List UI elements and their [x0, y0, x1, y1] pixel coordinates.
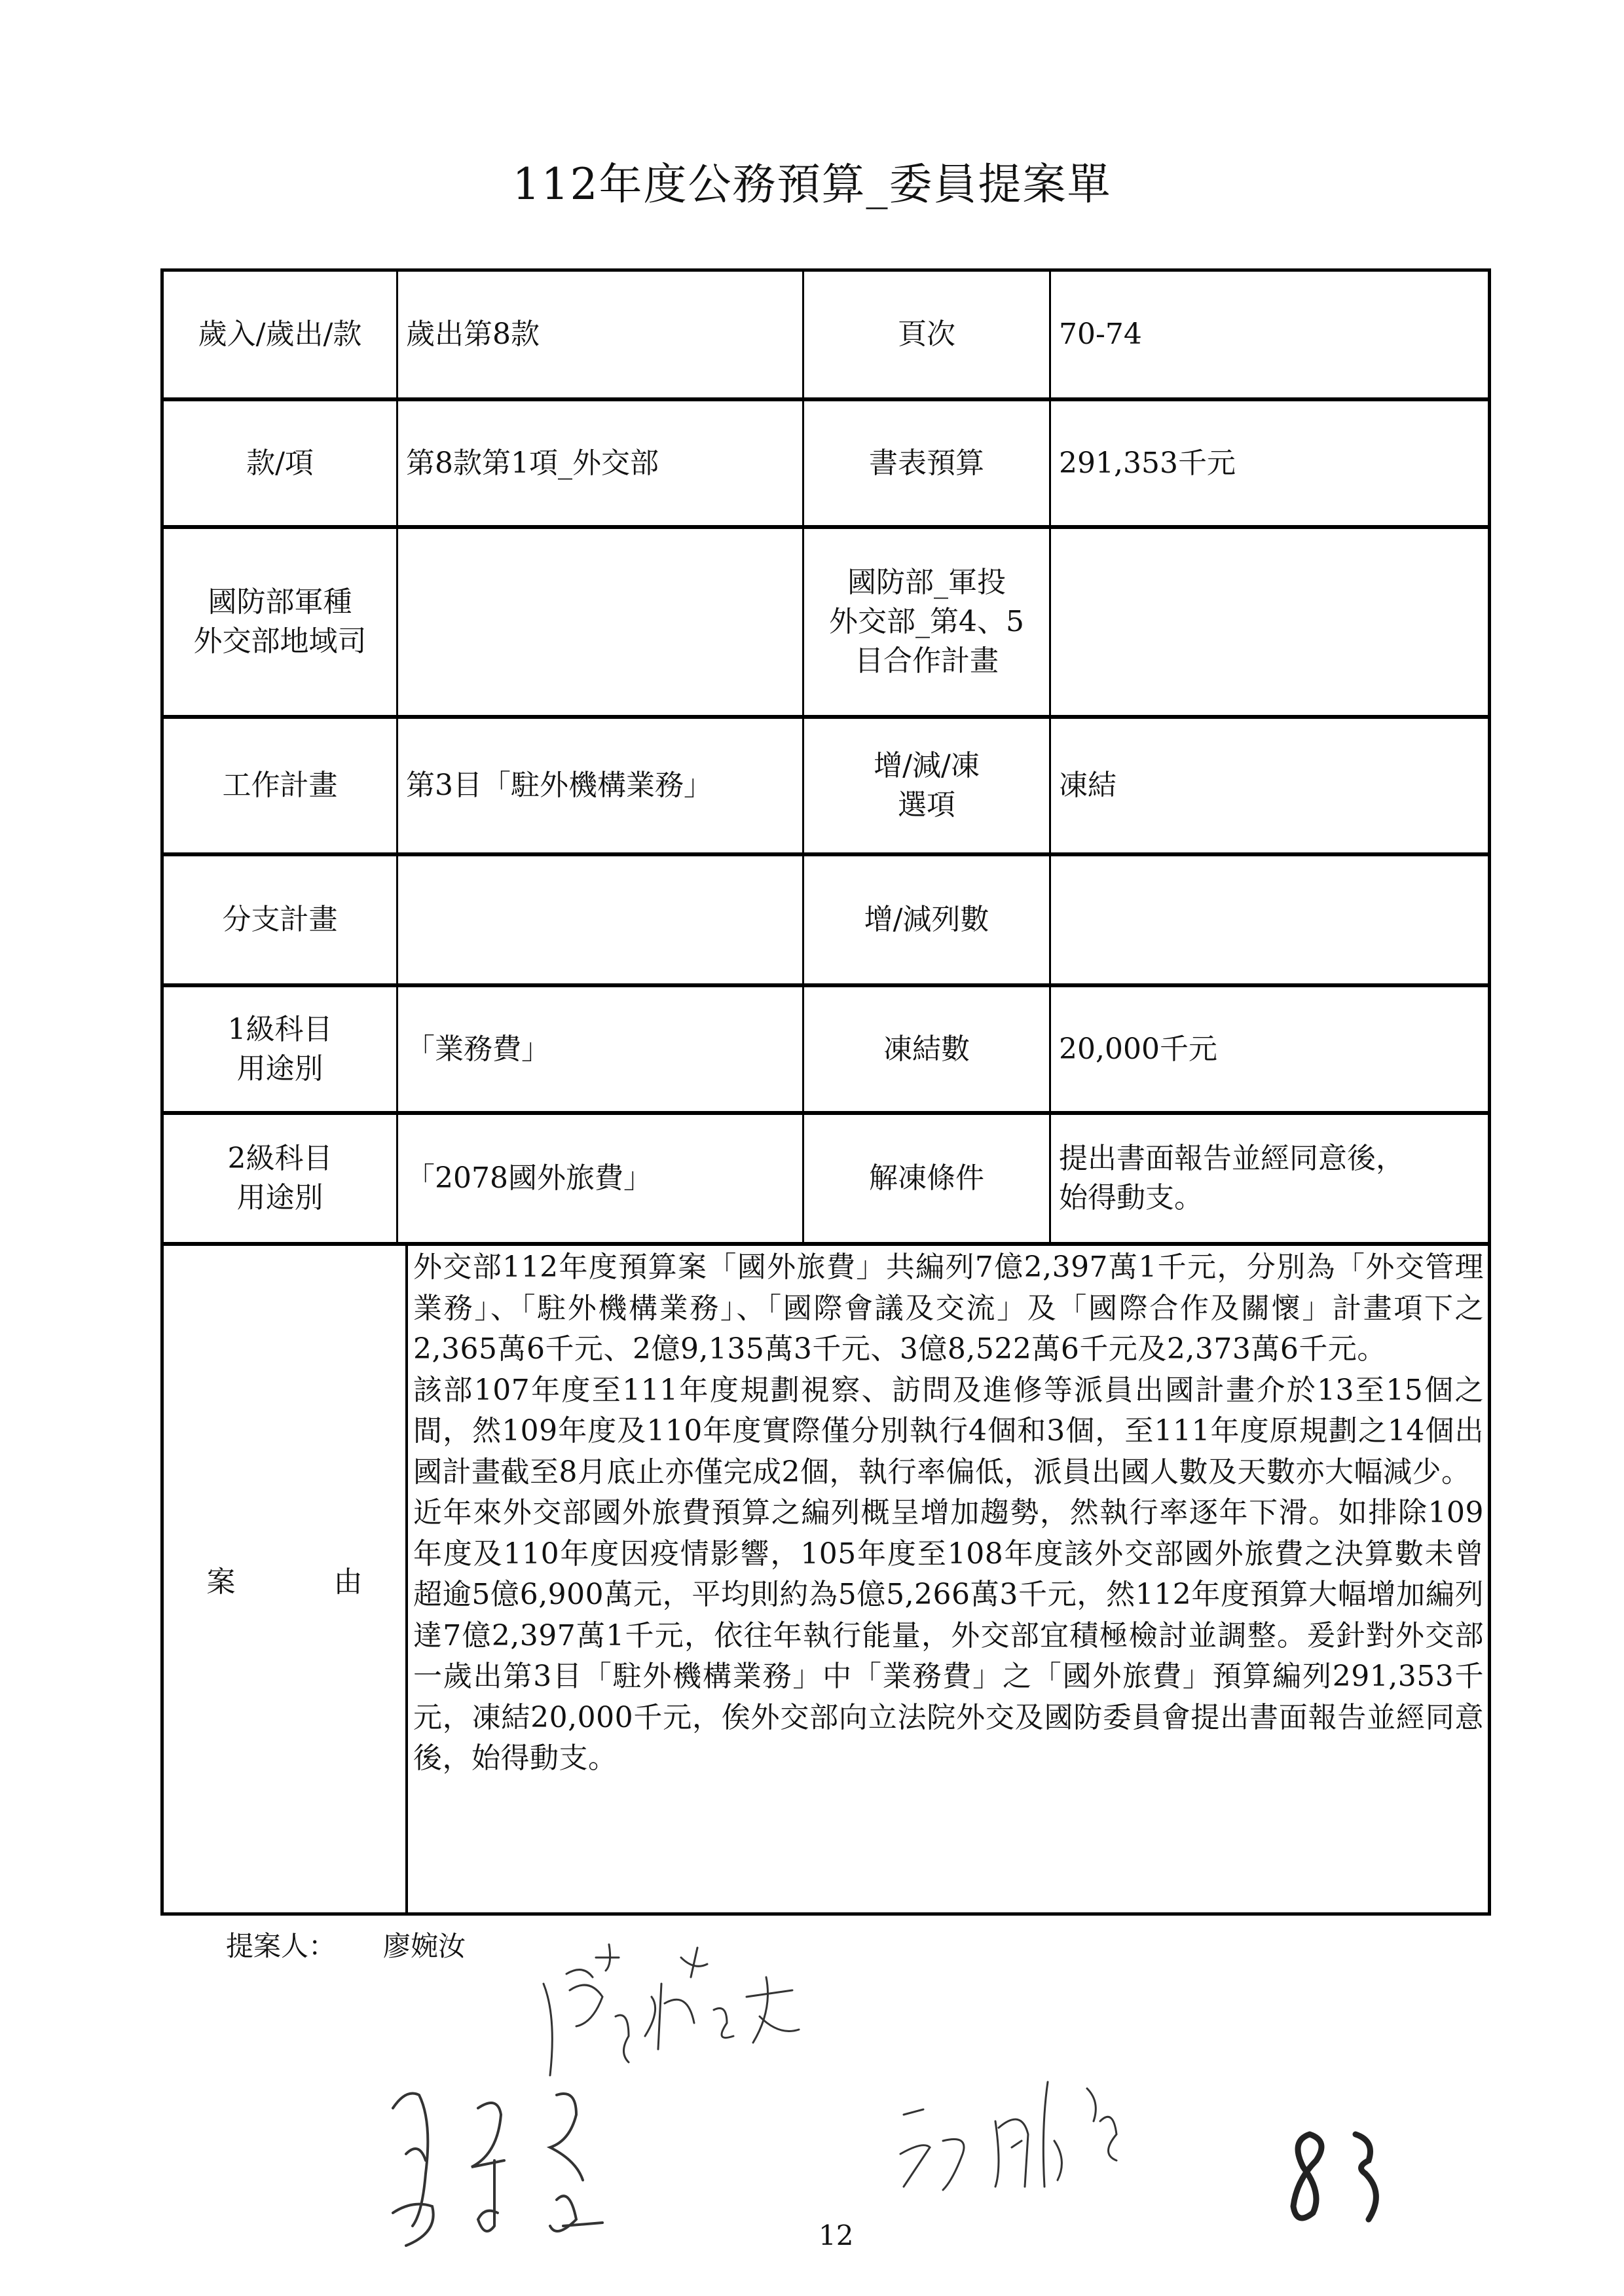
label-item: 款/項 — [164, 401, 398, 525]
handwritten-number — [1277, 2121, 1421, 2232]
value-level2-subject: 「2078國外旅費」 — [398, 1115, 804, 1242]
proposer-line — [226, 1925, 466, 1964]
value-budget-section: 歲出第8款 — [398, 272, 804, 397]
value-item: 第8款第1項_外交部 — [398, 401, 804, 525]
value-cooperation-plan — [1051, 529, 1488, 715]
value-branch-plan — [398, 856, 804, 983]
label-change-amount: 增/減列數 — [804, 856, 1051, 983]
value-frozen-amount: 20,000千元 — [1059, 1032, 1217, 1066]
label-military-region — [164, 529, 398, 715]
label-line: 目合作計畫 — [855, 644, 999, 678]
page-number: 12 — [819, 2219, 854, 2251]
table-row — [164, 719, 1488, 856]
label-line: 2級科目 — [227, 1142, 333, 1175]
reason-text — [408, 1246, 1488, 1912]
table-row — [164, 529, 1488, 719]
label-line: 用途別 — [236, 1181, 323, 1214]
proposal-form-table — [160, 268, 1491, 1916]
label-line: 國防部_軍投 — [847, 566, 1006, 599]
proposer-label: 提案人： — [226, 1930, 337, 1962]
label-line: 外交部_第4、5 — [829, 605, 1024, 638]
label-level1-subject — [164, 987, 398, 1111]
label-page: 頁次 — [804, 272, 1051, 397]
label-line: 1級科目 — [227, 1012, 333, 1046]
value-page: 70-74 — [1059, 318, 1142, 351]
table-row — [164, 1115, 1488, 1246]
signature-1 — [530, 1938, 845, 2082]
reason-paragraph: 近年來外交部國外旅費預算之編列概呈增加趨勢，然執行率逐年下滑。如排除109年度及110年度因疫情影響，105年度至108年度該外交部國外旅費之決算數未曾超逾5億6,900萬元，平均則約為5億5,266萬3千元，然112年度預算大幅增加編列達7億2,397萬1千元，依往年執行能量，外交部宜積極檢討並調整。爰針對外交部一歲出第3目「駐外機構業務」中「業務費」之「國外旅費」預算編列291,353千元，凍結20,000千元，俟外交部向立法院外交及國防委員會提出書面報告並經同意後，始得動支。 — [413, 1496, 1484, 1775]
label-budget-section: 歲入/歲出/款 — [164, 272, 398, 397]
label-line: 國防部軍種 — [208, 585, 352, 619]
label-frozen-amount: 凍結數 — [804, 987, 1051, 1111]
value-line: 始得動支。 — [1059, 1181, 1203, 1214]
signature-3 — [891, 2049, 1205, 2200]
label-book-budget: 書表預算 — [804, 401, 1051, 525]
label-line: 外交部地域司 — [193, 625, 367, 658]
table-row — [164, 401, 1488, 529]
label-level2-subject — [164, 1115, 398, 1242]
label-line: 增/減/凍 — [874, 749, 980, 782]
label-cooperation-plan — [804, 529, 1051, 715]
document-title: 112年度公務預算_委員提案單 — [512, 159, 1112, 210]
table-row — [164, 856, 1488, 987]
value-line: 提出書面報告並經同意後， — [1059, 1142, 1405, 1175]
value-military-region — [398, 529, 804, 715]
label-line: 用途別 — [236, 1051, 323, 1085]
label-work-plan: 工作計畫 — [164, 719, 398, 852]
value-level1-subject: 「業務費」 — [398, 987, 804, 1111]
label-line: 選項 — [898, 788, 955, 822]
reason-label-char: 案 — [206, 1565, 236, 1599]
value-action-option: 凍結 — [1059, 769, 1116, 802]
label-branch-plan: 分支計畫 — [164, 856, 398, 983]
reason-label — [164, 1246, 408, 1912]
table-row — [164, 987, 1488, 1115]
reason-paragraph: 該部107年度至111年度規劃視察、訪問及進修等派員出國計畫介於13至15個之間，然109年度及110年度實際僅分別執行4個和3個，至111年度原規劃之14個出國計畫截至8月底止亦僅完成2個，執行率偏低，派員出國人數及天數亦大幅減少。 — [413, 1373, 1484, 1489]
table-row — [164, 272, 1488, 401]
signature-2 — [367, 2082, 707, 2252]
reason-row — [164, 1246, 1488, 1912]
value-book-budget: 291,353千元 — [1059, 446, 1236, 480]
value-change-amount — [1051, 856, 1488, 983]
label-action-option — [804, 719, 1051, 852]
label-unfreeze-condition: 解凍條件 — [804, 1115, 1051, 1242]
value-unfreeze-condition — [1051, 1115, 1488, 1242]
proposer-name: 廖婉汝 — [383, 1930, 466, 1962]
value-work-plan: 第3目「駐外機構業務」 — [398, 719, 804, 852]
reason-label-char: 由 — [333, 1565, 363, 1599]
reason-paragraph: 外交部112年度預算案「國外旅費」共編列7億2,397萬1千元，分別為「外交管理業務」、「駐外機構業務」、「國際會議及交流」及「國際合作及關懷」計畫項下之2,365萬6千元、2億9,135萬3千元、3億8,522萬6千元及2,373萬6千元。 — [413, 1250, 1484, 1366]
